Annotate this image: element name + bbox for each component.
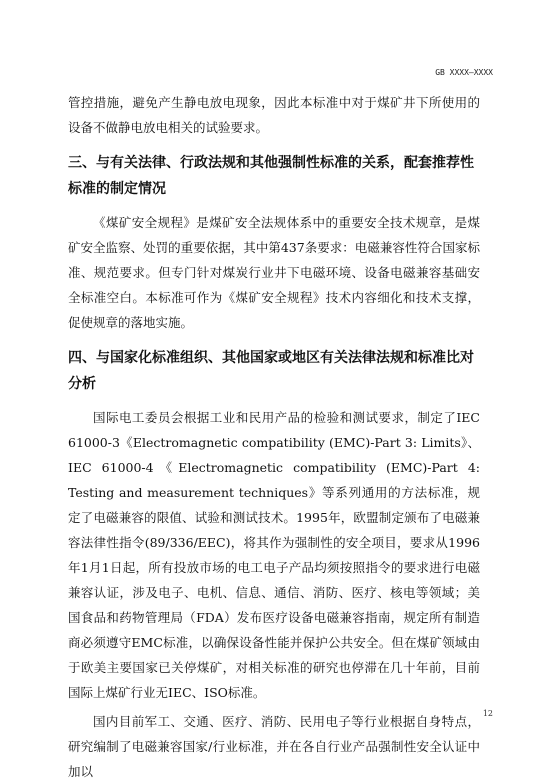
paragraph-domestic-standards: 国内目前军工、交通、医疗、消防、民用电子等行业根据自身特点，研究编制了电磁兼容国家/行业标准，并在各自行业产品强制性安全认证中加以 (68, 714, 480, 779)
page-number: 12 (482, 709, 493, 718)
paragraph-continuation: 管控措施，避免产生静电放电现象，因此本标准中对于煤矿井下所使用的设备不做静电放电相关的试验要求。 (68, 95, 480, 135)
paragraph-coal-mine-regulations: 《煤矿安全规程》是煤矿安全法规体系中的重要安全技术规章，是煤矿安全监察、处罚的重要依据，其中第437条要求：电磁兼容性符合国家标准、规范要求。但专门针对煤炭行业井下电磁环境、设备电磁兼容基础安全标准空白。本标准可作为《煤矿安全规程》技术内容细化和技术支撑，促使规章的落地实施。 (68, 215, 480, 330)
document-code: GB XXXX—XXXX (435, 68, 493, 77)
section-heading-4: 四、与国家化标准组织、其他国家或地区有关法律法规和标准比对分析 (68, 350, 474, 392)
document-body (68, 90, 480, 784)
paragraph-international-standards: 国际电工委员会根据工业和民用产品的检验和测试要求，制定了IEC 61000-3《Electromagnetic compatibility (EMC)-Part 3: Limits》、IEC 61000-4《Electromagnetic compatibility (EMC)-Part 4: Testing and measurement techniques》等系列通用的方法标准，规定了电磁兼容的限值、试验和测试技术。1995年，欧盟制定颁布了电磁兼容法律性指令(89/336/EEC)，将其作为强制性的安全项目，要求从1996年1月1日起，所有投放市场的电工电子产品均须按照指令的要求进行电磁兼容认证，涉及电子、电机、信息、通信、消防、医疗、核电等领域；美国食品和药物管理局（FDA）发布医疗设备电磁兼容指南，规定所有制造商必须遵守EMC标准，以确保设备性能并保护公共安全。但在煤矿领域由于欧美主要国家已关停煤矿，对相关标准的研究也停滞在几十年前，目前国际上煤矿行业无IEC、ISO标准。 (68, 410, 480, 700)
section-heading-3: 三、与有关法律、行政法规和其他强制性标准的关系，配套推荐性标准的制定情况 (68, 155, 474, 197)
